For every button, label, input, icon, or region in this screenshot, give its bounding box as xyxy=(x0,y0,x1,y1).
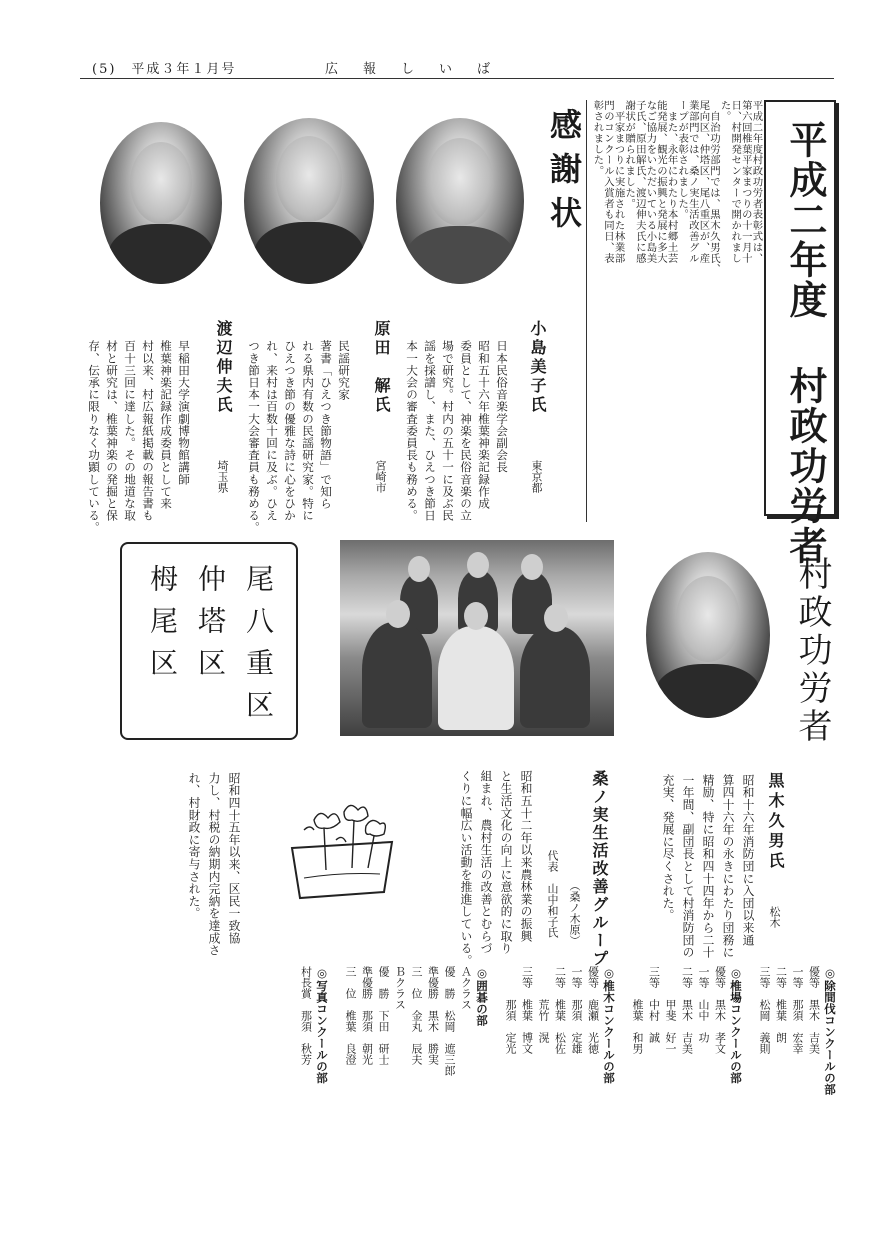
watanabe-name: 渡辺伸夫氏 xyxy=(214,320,233,415)
main-title-box xyxy=(764,100,836,566)
issue-label: (5) 平成３年１月号 xyxy=(92,62,237,77)
kuwanomi-name: 桑ノ実生活改善グループ xyxy=(590,770,609,968)
kuwanomi-text xyxy=(446,770,538,967)
kojima-name: 小島美子氏 xyxy=(528,320,547,415)
district-text-line: れ、村財政に寄与された。 xyxy=(187,772,201,920)
kojima-text-line: 場で研究。村内の五十一に及ぶ民 xyxy=(441,340,455,522)
group-photo xyxy=(340,540,614,736)
watanabe-text xyxy=(82,340,194,534)
intro-line: 能発展、観光の振興と発展に多大 xyxy=(655,100,667,264)
harada-text-line: れ、来村は百数十回に及ぶ。ひえ xyxy=(265,340,279,522)
districts-box xyxy=(120,542,298,740)
portrait-kuroki xyxy=(646,552,770,718)
kuwanomi-text-line: と生活文化の向上に意欲的に取り xyxy=(499,770,513,955)
kojima-text-line: 日本民俗音楽学会副会長 xyxy=(495,340,509,474)
kuroki-text-line: 充実、発展に尽くされた。 xyxy=(661,774,675,922)
contest-entry: 二等 黒木 吉美 xyxy=(680,966,694,1054)
contest-title: ◎囲碁の部 xyxy=(475,966,489,1026)
kuwanomi-sub: （桑ノ木原） xyxy=(568,880,581,946)
district-text-line: 力し、村税の納期内完納を達成さ xyxy=(207,772,221,957)
flower-pot-illustration xyxy=(284,790,400,910)
intro-line: 子氏、原田解氏、渡辺伸夫氏に感 xyxy=(633,100,646,264)
watanabe-place: 埼玉県 xyxy=(216,460,229,493)
intro-line: 謝状が贈られました。 xyxy=(623,100,636,209)
contest-entry: 優等 黒木 吉美 xyxy=(807,966,821,1054)
kuwanomi-rep: 代表 山中和子氏 xyxy=(546,850,559,938)
harada-text-line: れる県内有数の民謡研究家。特に xyxy=(301,340,315,522)
harada-place: 宮崎市 xyxy=(374,460,387,493)
contest-entry: 甲斐 好一 xyxy=(664,966,677,1054)
intro-line: 彰されました。 xyxy=(591,100,604,177)
kuroki-text xyxy=(650,774,760,959)
district-ohae: 尾八重区 xyxy=(242,564,275,732)
contest-entry: 優等 鹿瀬 光徳 xyxy=(586,966,600,1054)
intro-line: 平成二年度村政功労者表彰式は、 xyxy=(750,100,763,264)
koroshasha-heading: 村政功労者 xyxy=(792,556,832,746)
contest-entry: 村長賞 那須 秋芳 xyxy=(299,966,313,1065)
contest-entry: 一等 那須 宏幸 xyxy=(791,966,804,1054)
contest-entry: 準優勝 黒木 勝実 xyxy=(426,966,440,1065)
kojima-text-line: 謡を採譜し、また、ひえつき節日 xyxy=(423,340,437,522)
contest-title: ◎除間伐コンクールの部 xyxy=(823,966,837,1095)
paper-title: 広 報 し い ば xyxy=(325,62,497,77)
watanabe-text-line: 百十三回に達した。その地道な取 xyxy=(123,340,137,522)
intro-line: 門のコンクール入賞者も同日、表 xyxy=(602,100,614,264)
contest-entry: 準優勝 那須 朝光 xyxy=(360,966,374,1065)
contest-entry: 優 勝 下田 研士 xyxy=(377,966,390,1065)
portrait-harada xyxy=(244,118,374,284)
contest-entry: 一等 那須 定雄 xyxy=(570,966,583,1054)
kojima-text-line: 本一大会の審査委員長も務める。 xyxy=(405,340,419,522)
kuwanomi-text-line: 組まれ、農村生活の改善とむらづ xyxy=(479,770,493,955)
harada-name: 原田 解氏 xyxy=(372,320,391,415)
intro-line: 業部門では、桑ノ実生活改善グル xyxy=(686,100,699,264)
portrait-watanabe xyxy=(100,122,222,284)
contest-entry: 那須 定光 xyxy=(504,966,517,1054)
kuwanomi-text-line: くりに幅広い活動を推進している。 xyxy=(459,770,473,967)
contest-entry: 三 位 椎葉 良澄 xyxy=(344,966,357,1065)
harada-text-line: ひえつき節の優雅な詩に心をひか xyxy=(283,340,297,522)
kuroki-text-line: 算四十六年の永きにわたり団務に xyxy=(721,774,735,959)
kojima-text-line: 委員として、神楽を民俗音楽の立 xyxy=(459,340,473,522)
kuwanomi-text-line: 昭和五十二年以来農林業の振興 xyxy=(519,770,533,943)
kojima-text xyxy=(402,340,512,520)
contest-entry: 荒竹 滉 xyxy=(537,966,550,1043)
contest-entry: 二等 椎葉 松佐 xyxy=(553,966,567,1054)
contest-entry: 一等 山中 功 xyxy=(697,966,710,1043)
intro-line: 第六回椎葉平家まつりの十一月十 xyxy=(739,100,752,264)
kuroki-name: 黒木久男氏 xyxy=(766,772,785,872)
kuroki-text-line: 精励、特に昭和四十四年から二十 xyxy=(701,774,715,959)
contest-entry: 三 位 金丸 辰夫 xyxy=(410,966,423,1065)
contest-results xyxy=(150,966,840,1126)
kansha-divider xyxy=(586,100,587,522)
district-togao: 栂尾区 xyxy=(146,564,179,690)
intro-line: ープが表彰されました。 xyxy=(676,100,689,220)
kansha-heading: 感謝状 xyxy=(545,108,583,240)
intro-text xyxy=(590,100,763,420)
contest-entry: 三等 中村 誠 xyxy=(647,966,661,1043)
intro-line: 平家まつりに実施された林業部 xyxy=(612,100,625,264)
contest-title: ◎椎場コンクールの部 xyxy=(729,966,743,1084)
intro-line: 尾向区、仲塔区、尾八重区が、産 xyxy=(697,100,710,264)
contest-title: ◎写真コンクールの部 xyxy=(315,966,329,1084)
intro-line: また、永年にわたり本村郷土芸 xyxy=(665,100,678,264)
watanabe-text-line: 存、伝承に限りなく功顕している。 xyxy=(87,340,101,534)
contest-entry: Ｂクラス xyxy=(393,966,407,1010)
contest-entry: 二等 椎葉 朗 xyxy=(774,966,788,1043)
watanabe-text-line: 材と研究は、椎葉神楽の発掘と保 xyxy=(105,340,119,522)
harada-text-line: 民謡研究家 xyxy=(337,340,351,401)
header-rule xyxy=(80,78,834,79)
watanabe-text-line: 早稲田大学演劇博物館講師 xyxy=(177,340,191,486)
portrait-kojima xyxy=(396,118,524,284)
contest-entry: 優等 黒木 孝文 xyxy=(713,966,727,1054)
contest-entry: 三等 椎葉 博文 xyxy=(520,966,534,1054)
contest-entry: Ａクラス xyxy=(459,966,473,1010)
intro-line: た。 xyxy=(718,100,731,122)
harada-text-line: つき節日本一大会審査員も務める。 xyxy=(247,340,261,534)
contest-entry: 優 勝 松岡 遮三郎 xyxy=(443,966,456,1076)
district-nakato: 仲塔区 xyxy=(194,564,227,690)
kuroki-place: 松木 xyxy=(768,906,781,928)
kojima-text-line: 昭和五十六年椎葉神楽記録作成 xyxy=(477,340,491,510)
district-text xyxy=(176,772,246,957)
intro-line: 日、村開発センターで開かれまし xyxy=(729,100,742,264)
kuroki-text-line: 一年間、副団長として村消防団の xyxy=(681,774,695,959)
contest-title: ◎椎木コンクールの部 xyxy=(602,966,616,1084)
contest-entry: 椎葉 和男 xyxy=(631,966,644,1054)
harada-text-line: 著書「ひえつき節物語」で知ら xyxy=(319,340,333,510)
main-title: 平成二年度 村政功労者 xyxy=(783,120,827,566)
watanabe-text-line: 村以来、村広報紙掲載の報告書も xyxy=(141,340,155,522)
intro-line: 自治功労部門では、黒木久男氏、 xyxy=(708,100,720,275)
contest-entry: 三等 松岡 義則 xyxy=(758,966,771,1054)
kojima-place: 東京都 xyxy=(530,460,543,493)
watanabe-text-line: 椎葉神楽記録作成委員として来 xyxy=(159,340,173,510)
intro-line: なご協力をいただいている小島美 xyxy=(644,100,657,264)
kuroki-text-line: 昭和十六年消防団に入団以来通 xyxy=(741,774,755,947)
district-text-line: 昭和四十五年以来、区民一致協 xyxy=(227,772,241,945)
harada-text xyxy=(244,340,354,534)
